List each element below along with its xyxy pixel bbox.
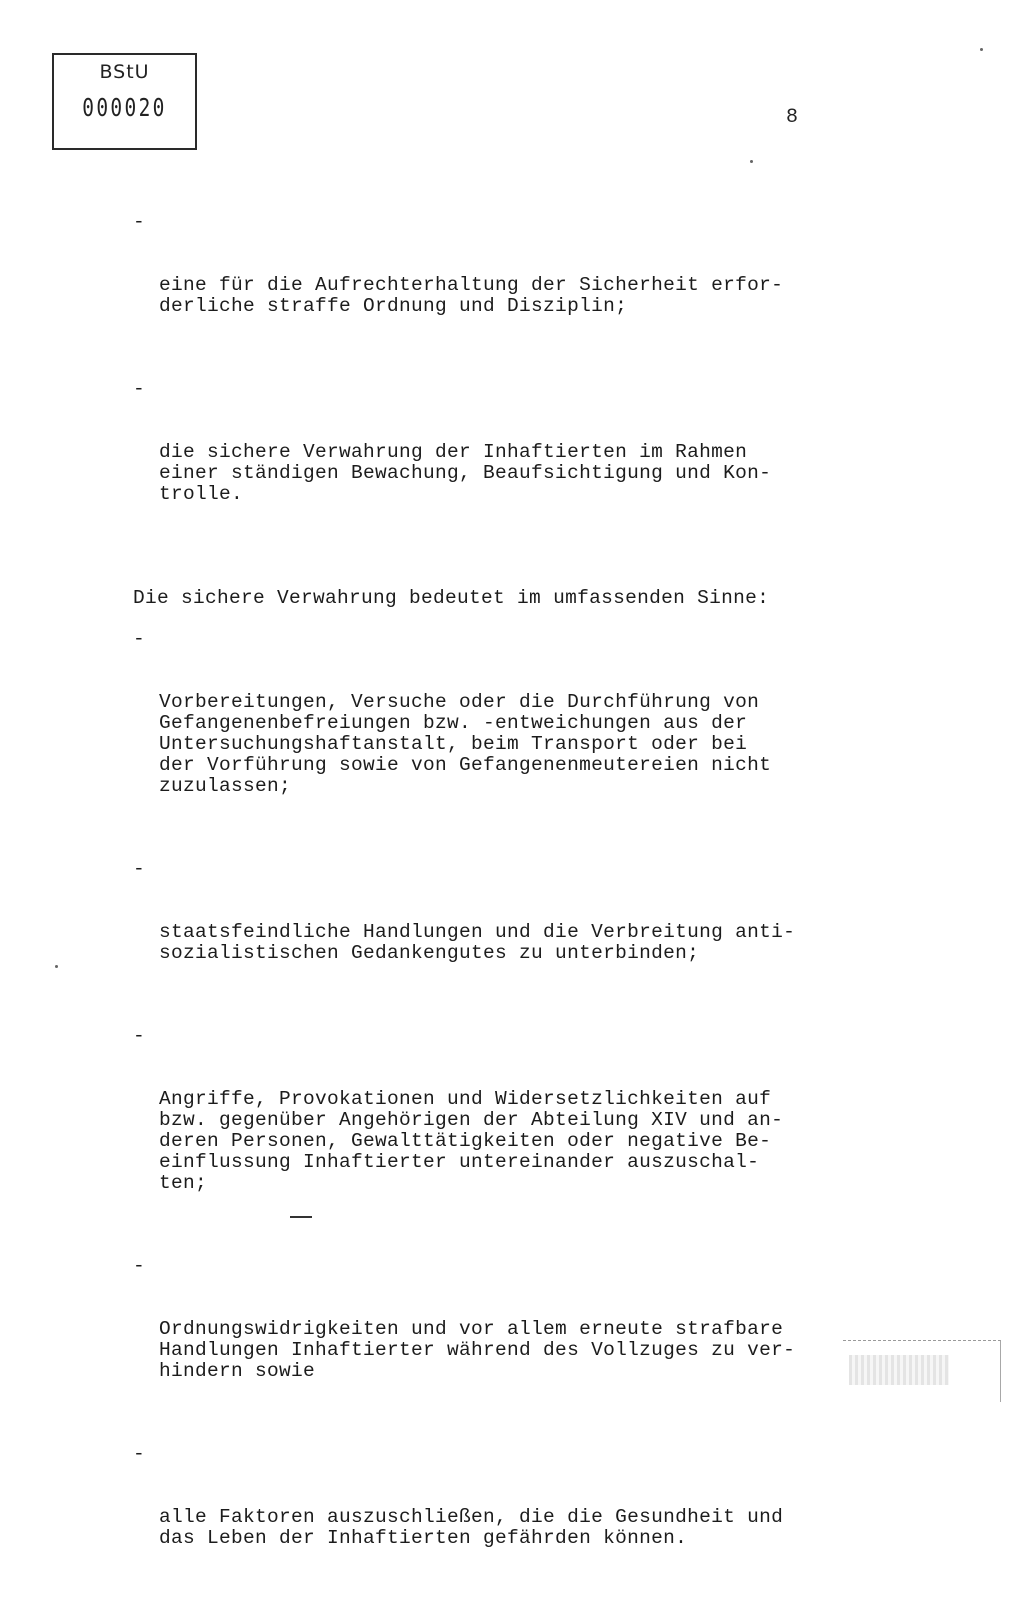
list-dash: -: [133, 211, 146, 233]
list-dash: -: [133, 858, 146, 880]
faint-archive-stamp: [843, 1340, 1001, 1402]
list-item-text: Angriffe, Provokationen und Widersetzlichkeiten auf bzw. gegenüber Angehörigen der Abteilung XIV und an- deren Personen, Gewalttätigkeiten oder negative Be- einflussung Inhaftierter untereinander auszuschal- ten;: [159, 1088, 784, 1194]
list-item: [133, 859, 823, 1006]
list-item-text: Vorbereitungen, Versuche oder die Durchführung von Gefangenenbefreiungen bzw. -entweichungen aus der Untersuchungshaftanstalt, beim Transport oder bei der Vorführung sowie von Gefangenenmeutereien nicht zuzulassen;: [159, 691, 772, 797]
list-dash: -: [133, 1255, 146, 1277]
faint-stamp-mark: [849, 1355, 949, 1385]
list-item-text: alle Faktoren auszuschließen, die die Gesundheit und das Leben der Inhaftierten gefährden können.: [159, 1506, 784, 1549]
archive-stamp-number: 000020: [82, 93, 167, 122]
archive-stamp: [52, 53, 197, 150]
scan-speck: [55, 965, 58, 968]
page-number: 8: [786, 106, 799, 129]
list-item-text: eine für die Aufrechterhaltung der Sicherheit erfor- derliche straffe Ordnung und Disziplin;: [159, 274, 784, 317]
list-item: [133, 1026, 823, 1236]
section-lead-sentence: Die sichere Verwahrung bedeutet im umfassenden Sinne:: [133, 587, 770, 609]
list-item: [133, 379, 823, 547]
list-item: [133, 1256, 823, 1424]
archive-stamp-label: BStU: [99, 61, 150, 83]
list-item-text: staatsfeindliche Handlungen und die Verbreitung anti- sozialistischen Gedankengutes zu unterbinden;: [159, 921, 796, 964]
list-dash: -: [133, 1443, 146, 1465]
list-dash: -: [133, 628, 146, 650]
scan-speck: [980, 48, 983, 51]
list-item: [133, 212, 823, 359]
list-item: [133, 629, 823, 839]
list-item-text: Ordnungswidrigkeiten und vor allem erneute strafbare Handlungen Inhaftierter während des Vollzuges zu ver- hindern sowie: [159, 1318, 796, 1382]
list-dash: -: [133, 378, 146, 400]
list-item-text: die sichere Verwahrung der Inhaftierten im Rahmen einer ständigen Bewachung, Beaufsichtigung und Kon- trolle.: [159, 441, 772, 505]
list-item: [133, 1444, 823, 1591]
list-dash: -: [133, 1025, 146, 1047]
document-body: [133, 212, 823, 1611]
stray-mark: [290, 1216, 312, 1218]
scan-speck: [750, 160, 753, 163]
